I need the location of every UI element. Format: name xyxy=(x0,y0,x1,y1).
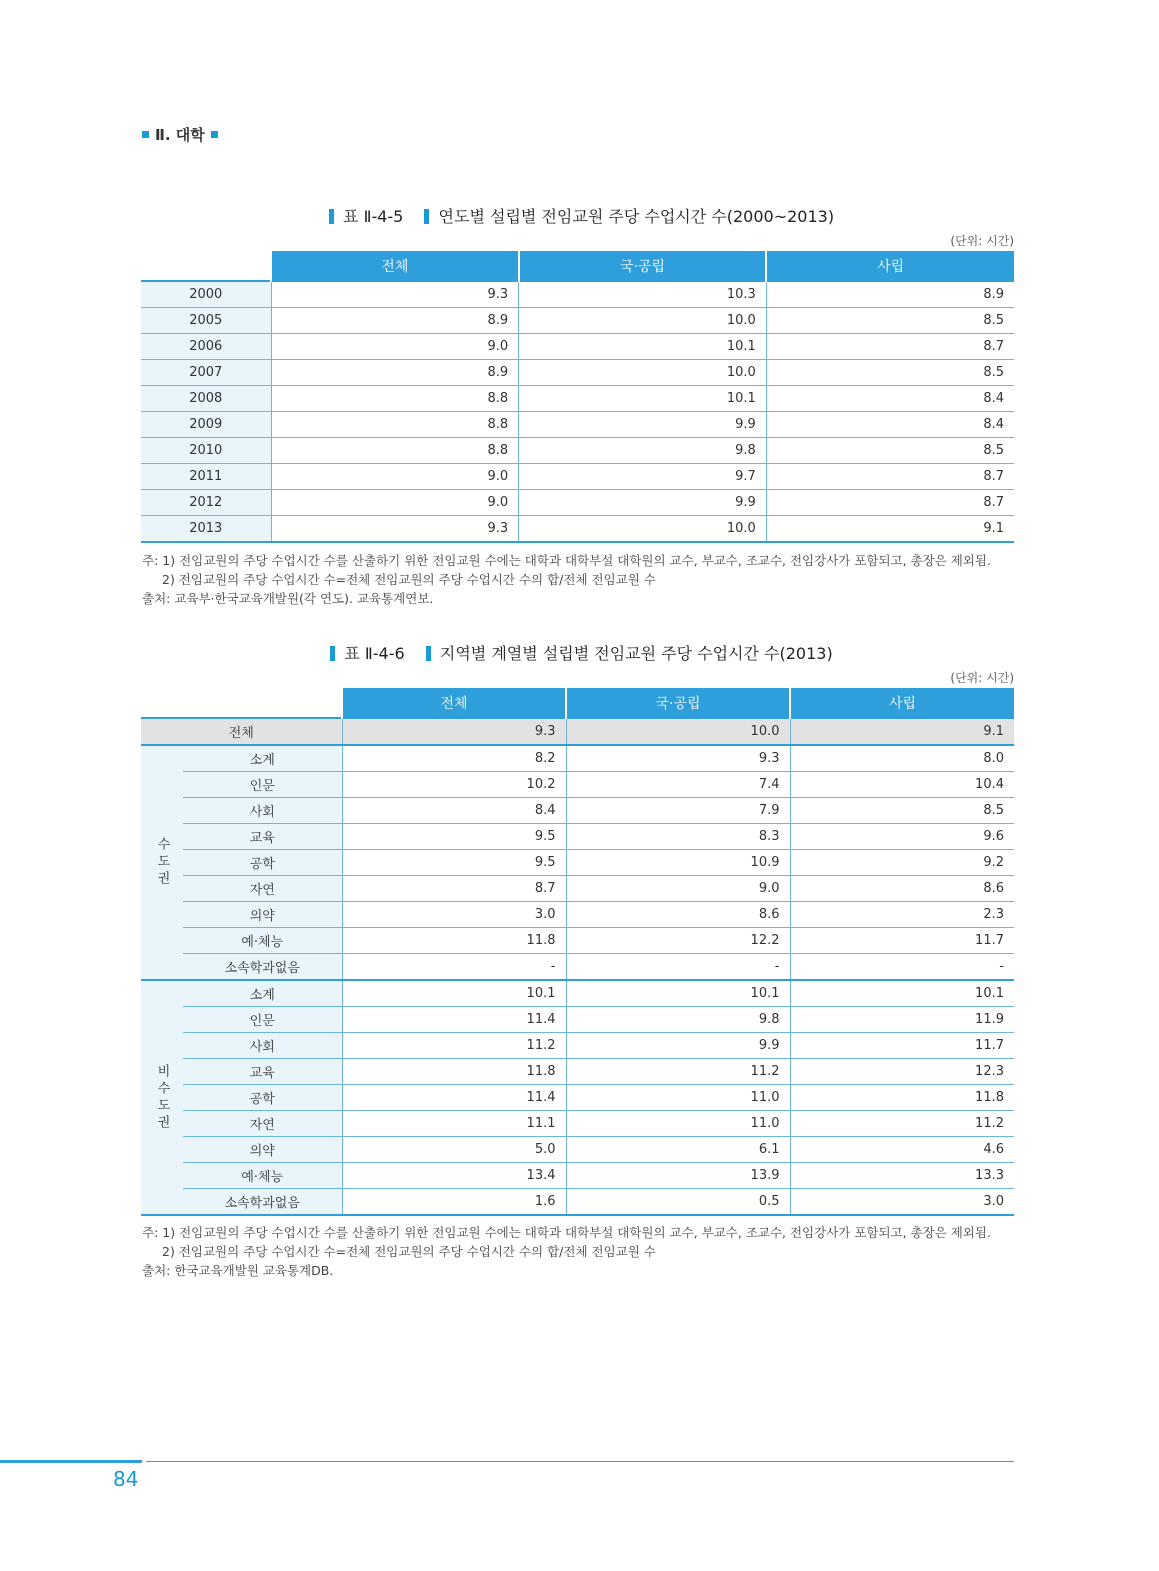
table-cell: 8.9 xyxy=(271,308,519,334)
table1-tag: 표 Ⅱ-4-5 xyxy=(343,207,404,226)
table-row xyxy=(141,824,1014,850)
table-cell: 8.5 xyxy=(766,438,1014,464)
table-cell: 11.0 xyxy=(566,1085,790,1111)
table-cell: 8.3 xyxy=(566,824,790,850)
region-group-label: 비수도권 xyxy=(141,980,183,1215)
table-cell: 10.0 xyxy=(566,718,790,745)
table-cell: 9.1 xyxy=(766,516,1014,543)
table-row xyxy=(141,980,1014,1007)
table-row xyxy=(141,1137,1014,1163)
table-cell: 11.0 xyxy=(566,1111,790,1137)
table-cell: 10.1 xyxy=(566,980,790,1007)
column-header: 전체 xyxy=(342,688,566,718)
column-header: 국·공립 xyxy=(566,688,790,718)
table-row xyxy=(141,1085,1014,1111)
table1-notes xyxy=(142,551,991,608)
caption-bar-icon xyxy=(426,646,431,661)
table-cell: - xyxy=(790,954,1014,981)
table-cell: 8.0 xyxy=(790,745,1014,772)
row-label: 소계 xyxy=(183,980,342,1007)
row-label: 인문 xyxy=(183,1007,342,1033)
table-cell: 8.6 xyxy=(566,902,790,928)
table-cell: 9.3 xyxy=(271,516,519,543)
table-cell: 8.8 xyxy=(271,386,519,412)
table-cell: 10.0 xyxy=(519,360,767,386)
table-cell: 9.9 xyxy=(566,1033,790,1059)
table-cell: 8.6 xyxy=(790,876,1014,902)
table-row xyxy=(141,1007,1014,1033)
row-label: 2010 xyxy=(141,438,271,464)
table-cell: 8.5 xyxy=(766,308,1014,334)
row-label: 자연 xyxy=(183,1111,342,1137)
table-cell: 0.5 xyxy=(566,1189,790,1216)
table-row xyxy=(141,798,1014,824)
chapter-header xyxy=(142,124,218,145)
table-cell: 9.8 xyxy=(519,438,767,464)
table-cell: 5.0 xyxy=(342,1137,566,1163)
table1 xyxy=(141,251,1014,543)
table-row xyxy=(141,876,1014,902)
table-cell: 9.0 xyxy=(271,334,519,360)
table-row xyxy=(141,928,1014,954)
table-row xyxy=(141,386,1014,412)
table-cell: 3.0 xyxy=(790,1189,1014,1216)
table-row xyxy=(141,1059,1014,1085)
table-row xyxy=(141,334,1014,360)
table-row xyxy=(141,954,1014,981)
table-cell: 9.3 xyxy=(342,718,566,745)
table-cell: 10.1 xyxy=(342,980,566,1007)
table-cell: 8.8 xyxy=(271,438,519,464)
row-label: 공학 xyxy=(183,850,342,876)
table-row xyxy=(141,1033,1014,1059)
table-cell: 3.0 xyxy=(342,902,566,928)
table-cell: 11.7 xyxy=(790,1033,1014,1059)
table2-title: 지역별 계열별 설립별 전임교원 주당 수업시간 수(2013) xyxy=(439,644,833,663)
table-cell: 11.2 xyxy=(566,1059,790,1085)
table-cell: 12.3 xyxy=(790,1059,1014,1085)
footer-rule xyxy=(146,1461,1014,1462)
row-label: 교육 xyxy=(183,824,342,850)
table-cell: 8.4 xyxy=(766,412,1014,438)
table-cell: 10.4 xyxy=(790,772,1014,798)
table-cell: 7.9 xyxy=(566,798,790,824)
table-cell: 9.3 xyxy=(271,281,519,308)
table-cell: 11.8 xyxy=(790,1085,1014,1111)
row-label: 2000 xyxy=(141,281,271,308)
table-row xyxy=(141,308,1014,334)
table1-title: 연도별 설립별 전임교원 주당 수업시간 수(2000~2013) xyxy=(438,207,835,226)
table-cell: 9.7 xyxy=(519,464,767,490)
table-cell: 11.4 xyxy=(342,1085,566,1111)
table-cell: 11.7 xyxy=(790,928,1014,954)
table-cell: 4.6 xyxy=(790,1137,1014,1163)
table-cell: 8.7 xyxy=(766,334,1014,360)
row-label: 소속학과없음 xyxy=(183,954,342,981)
table-cell: 9.9 xyxy=(519,490,767,516)
row-label: 의약 xyxy=(183,1137,342,1163)
table-row xyxy=(141,745,1014,772)
table-cell: 9.3 xyxy=(566,745,790,772)
row-label: 사회 xyxy=(183,1033,342,1059)
table-cell: 9.0 xyxy=(271,464,519,490)
table-cell: 11.4 xyxy=(342,1007,566,1033)
row-label: 자연 xyxy=(183,876,342,902)
table-cell: 8.4 xyxy=(342,798,566,824)
row-label: 전체 xyxy=(141,718,342,745)
square-bullet-icon xyxy=(142,131,149,138)
table-row xyxy=(141,281,1014,308)
table-cell: 13.4 xyxy=(342,1163,566,1189)
table-cell: 10.9 xyxy=(566,850,790,876)
table-row xyxy=(141,850,1014,876)
table-cell: 9.0 xyxy=(271,490,519,516)
table-cell: 11.8 xyxy=(342,928,566,954)
table1-unit: (단위: 시간) xyxy=(950,234,1014,248)
row-label: 예·체능 xyxy=(183,1163,342,1189)
table-cell: 11.2 xyxy=(342,1033,566,1059)
table-cell: 9.9 xyxy=(519,412,767,438)
table-row xyxy=(141,1111,1014,1137)
table-cell: 8.9 xyxy=(766,281,1014,308)
table-cell: 11.2 xyxy=(790,1111,1014,1137)
table-cell: 8.8 xyxy=(271,412,519,438)
table-cell: 8.7 xyxy=(766,464,1014,490)
table-cell: - xyxy=(566,954,790,981)
table-cell: 9.2 xyxy=(790,850,1014,876)
note-2: 2) 전임교원의 주당 수업시간 수=전체 전임교원의 주당 수업시간 수의 합/전체 전임교원 수 xyxy=(162,572,656,587)
table-cell: 13.3 xyxy=(790,1163,1014,1189)
table-cell: 10.0 xyxy=(519,308,767,334)
row-label: 예·체능 xyxy=(183,928,342,954)
table-cell: 2.3 xyxy=(790,902,1014,928)
column-header: 전체 xyxy=(271,251,519,281)
row-label: 사회 xyxy=(183,798,342,824)
table2 xyxy=(141,688,1014,1216)
table2-caption xyxy=(0,641,1159,664)
note-1: 주: 1) 전임교원의 주당 수업시간 수를 산출하기 위한 전임교원 수에는 대학과 대학부설 대학원의 교수, 부교수, 조교수, 전임강사가 포함되고, 총장은 제외됨. xyxy=(142,553,991,568)
table-cell: 11.1 xyxy=(342,1111,566,1137)
page-number: 84 xyxy=(113,1467,139,1491)
table2-unit: (단위: 시간) xyxy=(950,671,1014,685)
table-row xyxy=(141,490,1014,516)
table-cell: 9.5 xyxy=(342,824,566,850)
table-cell: 8.7 xyxy=(342,876,566,902)
table-cell: 8.9 xyxy=(271,360,519,386)
row-label: 2012 xyxy=(141,490,271,516)
table1-corner xyxy=(141,251,271,281)
square-bullet-icon xyxy=(211,131,218,138)
table-cell: 8.2 xyxy=(342,745,566,772)
table-cell: 11.8 xyxy=(342,1059,566,1085)
caption-bar-icon xyxy=(330,646,335,661)
note-1: 주: 1) 전임교원의 주당 수업시간 수를 산출하기 위한 전임교원 수에는 대학과 대학부설 대학원의 교수, 부교수, 조교수, 전임강사가 포함되고, 총장은 제외됨. xyxy=(142,1225,991,1240)
footer-accent-line xyxy=(0,1460,142,1463)
column-header: 사립 xyxy=(790,688,1014,718)
table-cell: 9.5 xyxy=(342,850,566,876)
column-header: 사립 xyxy=(766,251,1014,281)
row-label: 2011 xyxy=(141,464,271,490)
table-cell: 6.1 xyxy=(566,1137,790,1163)
table-cell: 8.5 xyxy=(790,798,1014,824)
table2-tag: 표 Ⅱ-4-6 xyxy=(344,644,405,663)
table-cell: 12.2 xyxy=(566,928,790,954)
row-label: 2007 xyxy=(141,360,271,386)
table-row xyxy=(141,438,1014,464)
table-row xyxy=(141,902,1014,928)
table-cell: 10.1 xyxy=(519,386,767,412)
table-cell: 10.2 xyxy=(342,772,566,798)
table-cell: 9.6 xyxy=(790,824,1014,850)
caption-bar-icon xyxy=(329,209,334,224)
table-row xyxy=(141,1163,1014,1189)
table-row xyxy=(141,1189,1014,1216)
total-row xyxy=(141,718,1014,745)
table-cell: 10.3 xyxy=(519,281,767,308)
row-label: 의약 xyxy=(183,902,342,928)
note-2: 2) 전임교원의 주당 수업시간 수=전체 전임교원의 주당 수업시간 수의 합/전체 전임교원 수 xyxy=(162,1244,656,1259)
row-label: 2013 xyxy=(141,516,271,543)
row-label: 인문 xyxy=(183,772,342,798)
table1-caption xyxy=(0,204,1159,227)
table-row xyxy=(141,772,1014,798)
table-cell: 10.1 xyxy=(790,980,1014,1007)
row-label: 2008 xyxy=(141,386,271,412)
row-label: 교육 xyxy=(183,1059,342,1085)
table-row xyxy=(141,516,1014,543)
caption-bar-icon xyxy=(424,209,429,224)
row-label: 소속학과없음 xyxy=(183,1189,342,1216)
table2-corner xyxy=(141,688,342,718)
table-cell: 8.5 xyxy=(766,360,1014,386)
table-row xyxy=(141,464,1014,490)
column-header: 국·공립 xyxy=(519,251,767,281)
table-cell: 11.9 xyxy=(790,1007,1014,1033)
table2-notes xyxy=(142,1223,991,1280)
source-note: 출처: 한국교육개발원 교육통계DB. xyxy=(142,1263,334,1278)
chapter-label: Ⅱ. 대학 xyxy=(155,126,205,144)
region-group-label: 수도권 xyxy=(141,745,183,980)
table-cell: 1.6 xyxy=(342,1189,566,1216)
table-cell: 9.0 xyxy=(566,876,790,902)
table-cell: 8.4 xyxy=(766,386,1014,412)
table-cell: 10.0 xyxy=(519,516,767,543)
table-cell: 13.9 xyxy=(566,1163,790,1189)
table-cell: 9.8 xyxy=(566,1007,790,1033)
table-cell: 8.7 xyxy=(766,490,1014,516)
table-cell: 9.1 xyxy=(790,718,1014,745)
row-label: 2006 xyxy=(141,334,271,360)
table-row xyxy=(141,412,1014,438)
table-cell: 10.1 xyxy=(519,334,767,360)
table-cell: 7.4 xyxy=(566,772,790,798)
table-row xyxy=(141,360,1014,386)
row-label: 2009 xyxy=(141,412,271,438)
table-cell: - xyxy=(342,954,566,981)
row-label: 2005 xyxy=(141,308,271,334)
source-note: 출처: 교육부·한국교육개발원(각 연도). 교육통계연보. xyxy=(142,591,434,606)
row-label: 공학 xyxy=(183,1085,342,1111)
row-label: 소계 xyxy=(183,745,342,772)
